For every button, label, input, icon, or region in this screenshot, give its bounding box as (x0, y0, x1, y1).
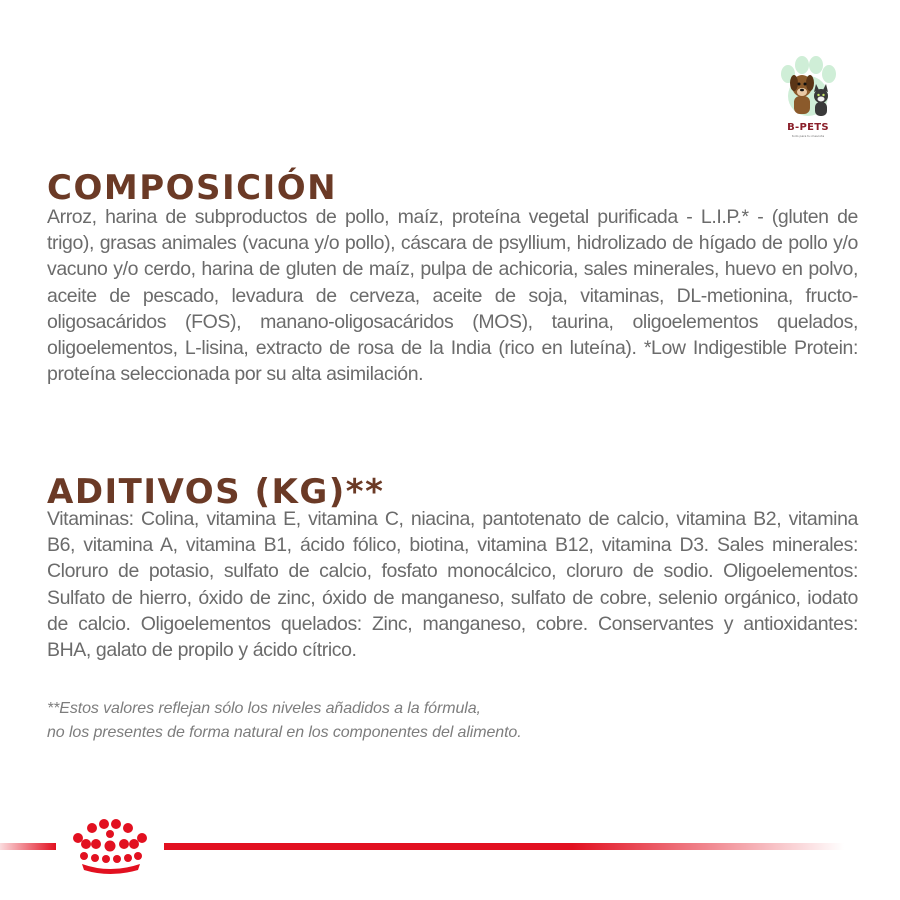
logo-tagline: todo para tu mascota (791, 134, 825, 138)
footnote-line-2: no los presentes de forma natural en los componentes del alimento. (47, 724, 522, 741)
dog-and-cat-paw-icon (776, 56, 840, 122)
royal-canin-crown-icon (62, 818, 158, 874)
footnote (47, 697, 767, 745)
composition-section (47, 168, 858, 387)
logo-brand-name: B-PETS (787, 122, 829, 133)
composition-text: Arroz, harina de subproductos de pollo, maíz, proteína vegetal purificada - L.I.P.* - (gluten de trigo), grasas animales (vacuna y/o pollo), cáscara de psyllium, hidrolizado de hígado de pollo y/o vacuno y/o cerdo, harina de gluten de maíz, pulpa de achicoria, sales minerales, huevo en polvo, aceite de pescado, levadura de cerveza, aceite de soja, vitaminas, DL-metionina, fructo-oligosacáridos (FOS), manano-oligosacáridos (MOS), taurina, oligoelementos quelados, oligoelementos, L-lisina, extracto de rosa de la India (rico en luteína). *Low Indigestible Protein: proteína seleccionada por su alta asimilación. (47, 206, 858, 386)
footnote-line-1: **Estos valores reflejan sólo los niveles añadidos a la fórmula, (47, 700, 481, 717)
additives-text: Vitaminas: Colina, vitamina E, vitamina C, niacina, pantotenato de calcio, vitamina B2, vitamina B6, vitamina A, vitamina B1, ácido fólico, biotina, vitamina B12, vitamina D3. Sales minerales: Cloruro de potasio, sulfato de calcio, fosfato monocálcico, cloruro de sodio. Oligoelementos: Sulfato de hierro, óxido de zinc, óxido de manganeso, sulfato de cobre, selenio orgánico, iodato de calcio. Oligoelementos quelados: Zinc, manganeso, cobre. Conservantes y antioxidantes: BHA, galato de propilo y ácido cítrico. (47, 508, 858, 662)
brand-line-left (0, 843, 56, 850)
additives-heading: ADITIVOS (KG)** (47, 472, 385, 512)
additives-section (47, 472, 858, 663)
b-pets-logo (776, 56, 840, 146)
brand-line-right (164, 843, 844, 850)
composition-heading: COMPOSICIÓN (47, 168, 338, 208)
